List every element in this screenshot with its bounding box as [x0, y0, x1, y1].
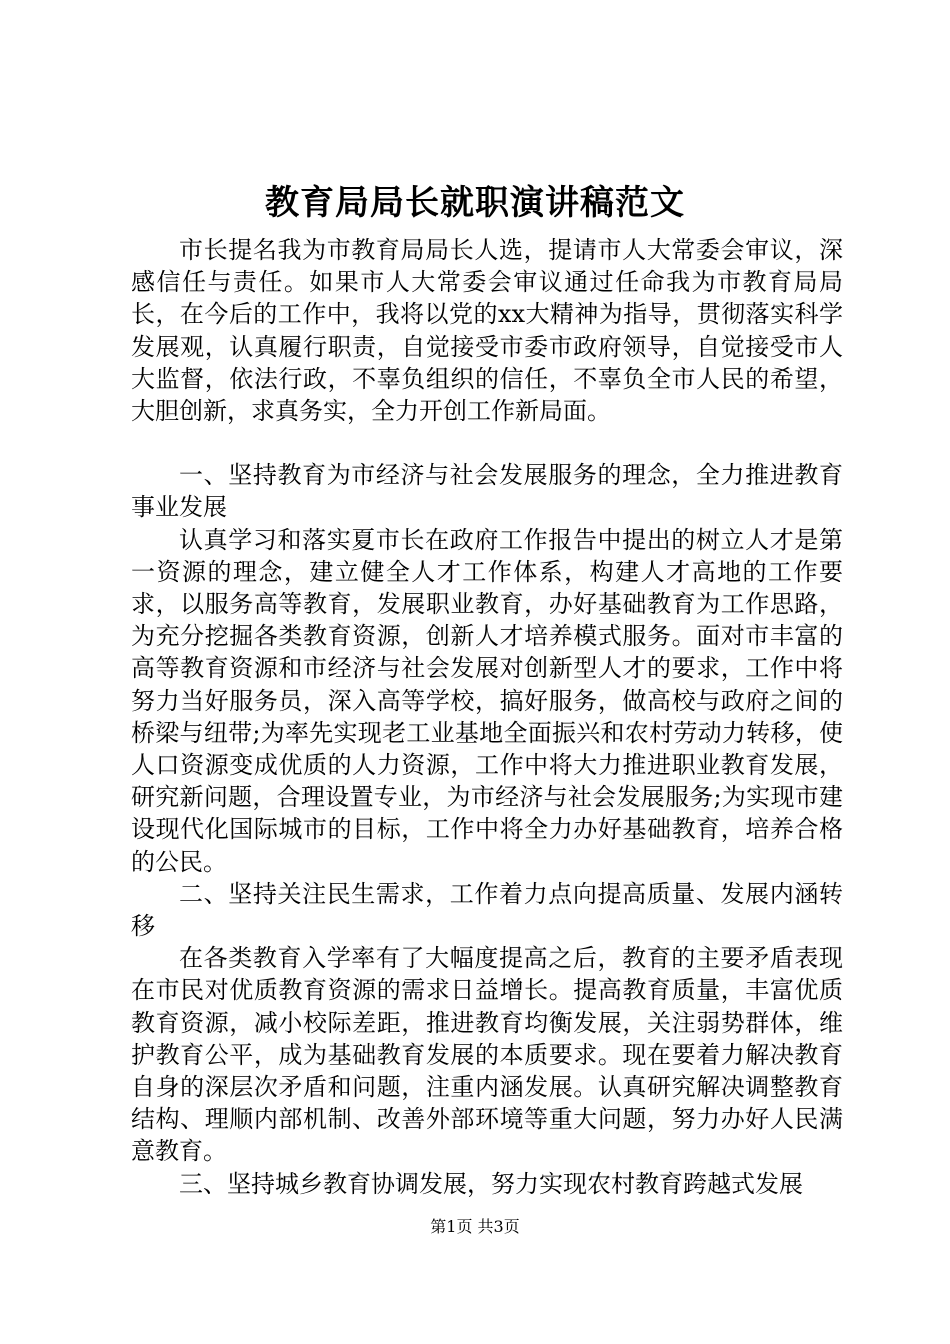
intro-paragraph: 市长提名我为市教育局局长人选，提请市人大常委会审议，深感信任与责任。如果市人大常委会审议通过任命我为市教育局局长，在今后的工作中，我将以党的xx大精神为指导，贯彻落实科学发展观，认真履行职责，自觉接受市委市政府领导，自觉接受市人大监督，依法行政，不辜负组织的信任，不辜负全市人民的希望，大胆创新，求真务实，全力开创工作新局面。	[131, 236, 843, 426]
section-heading-3: 三、坚持城乡教育协调发展，努力实现农村教育跨越式发展	[179, 1169, 803, 1198]
page-footer: 第1页 共3页	[430, 1217, 520, 1236]
section-body-1: 认真学习和落实夏市长在政府工作报告中提出的树立人才是第一资源的理念，建立健全人才工作体系，构建人才高地的工作要求，以服务高等教育，发展职业教育，办好基础教育为工作思路，为充分挖掘各类教育资源，创新人才培养模式服务。面对市丰富的高等教育资源和市经济与社会发展对创新型人才的要求，工作中将努力当好服务员，深入高等学校，搞好服务，做高校与政府之间的桥梁与纽带;为率先实现老工业基地全面振兴和农村劳动力转移，使人口资源变成优质的人力资源，工作中将大力推进职业教育发展，研究新问题，合理设置专业，为市经济与社会发展服务;为实现市建设现代化国际城市的目标，工作中将全力办好基础教育，培养合格的公民。	[131, 525, 843, 876]
section-body-2: 在各类教育入学率有了大幅度提高之后，教育的主要矛盾表现在市民对优质教育资源的需求日益增长。提高教育质量，丰富优质教育资源，减小校际差距，推进教育均衡发展，关注弱势群体，维护教育公平，成为基础教育发展的本质要求。现在要着力解决教育自身的深层次矛盾和问题，注重内涵发展。认真研究解决调整教育结构、理顺内部机制、改善外部环境等重大问题，努力办好人民满意教育。	[131, 944, 843, 1166]
document-body	[131, 234, 843, 1200]
section-heading-1: 一、坚持教育为市经济与社会发展服务的理念，全力推进教育事业发展	[131, 461, 843, 522]
section-heading-2: 二、坚持关注民生需求，工作着力点向提高质量、发展内涵转移	[131, 879, 843, 941]
document-title: 教育局局长就职演讲稿范文	[265, 183, 685, 223]
